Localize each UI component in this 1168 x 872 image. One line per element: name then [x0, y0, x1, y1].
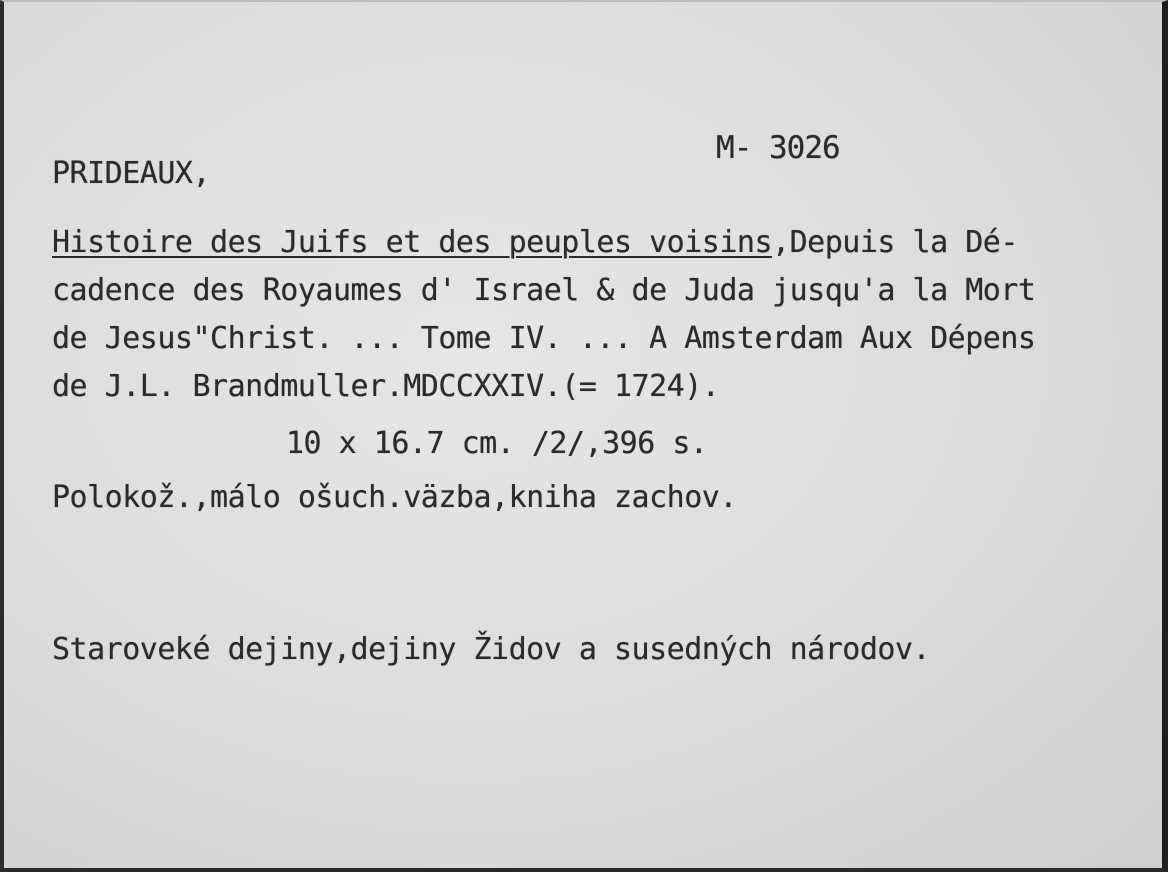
title-line-3: de Jesus"Christ. ... Tome IV. ... A Amsterdam Aux Dépens: [52, 321, 1036, 356]
title-line-1: [52, 225, 1018, 260]
condition-note: Polokož.,málo ošuch.väzba,kniha zachov.: [52, 480, 737, 515]
title-rest: ,Depuis la Dé-: [772, 225, 1018, 260]
call-number: M- 3026: [716, 130, 840, 166]
imprint-line: de J.L. Brandmuller.MDCCXXIV.(= 1724).: [52, 369, 720, 404]
dimensions: 10 x 16.7 cm. /2/,396 s.: [286, 426, 708, 461]
title-underlined: Histoire des Juifs et des peuples voisins: [52, 225, 773, 260]
author: PRIDEAUX,: [52, 156, 211, 191]
subject-heading: Staroveké dejiny,dejiny Židov a susedných národov.: [52, 632, 931, 667]
title-line-2: cadence des Royaumes d' Israel & de Juda jusqu'a la Mort: [52, 273, 1036, 308]
